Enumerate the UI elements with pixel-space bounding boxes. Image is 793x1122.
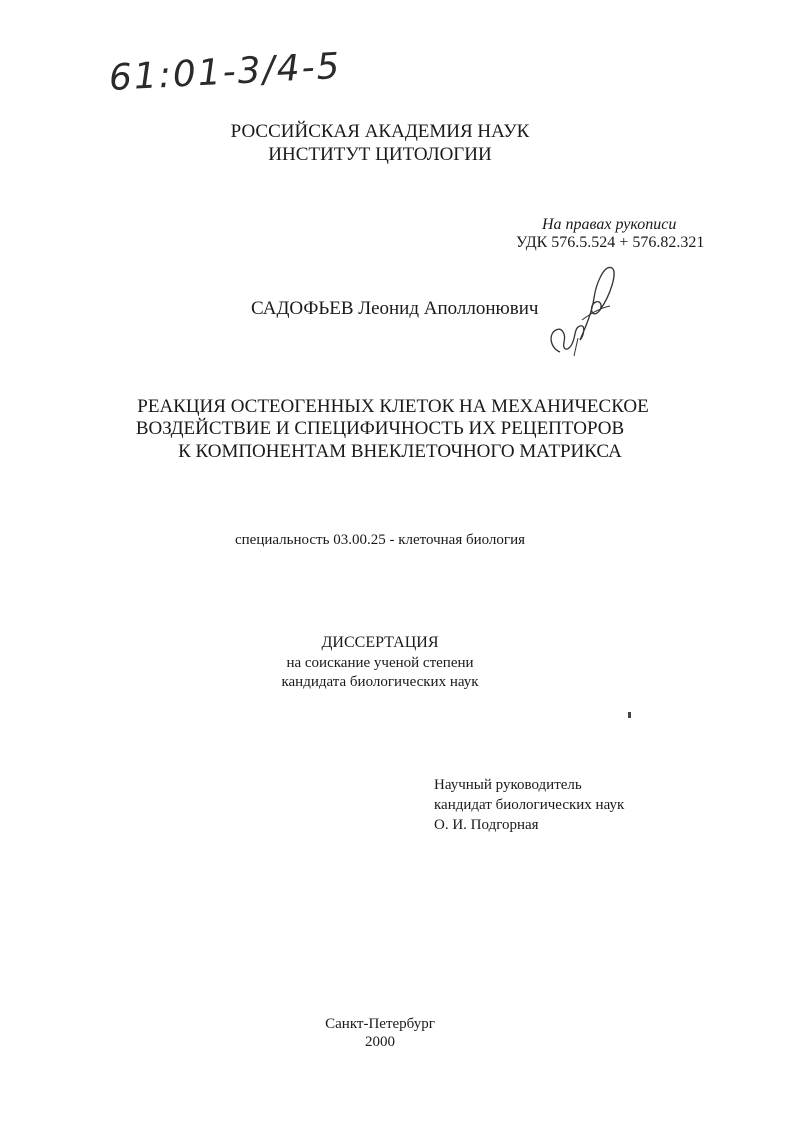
handwritten-signature: [520, 256, 630, 366]
author-name: САДОФЬЕВ Леонид Аполлонювич: [251, 298, 539, 319]
dissertation-title-line-1: РЕАКЦИЯ ОСТЕОГЕННЫХ КЛЕТОК НА МЕХАНИЧЕСКОЕ: [137, 396, 649, 417]
supervisor-role: Научный руководитель: [434, 777, 582, 793]
institution-line-1: РОССИЙСКАЯ АКАДЕМИЯ НАУК: [230, 121, 530, 142]
dissertation-title-line-3: К КОМПОНЕНТАМ ВНЕКЛЕТОЧНОГО МАТРИКСА: [178, 441, 622, 462]
degree-line-2: кандидата биологических наук: [281, 674, 479, 690]
archive-handwritten-mark: 61:01-3/4-5: [108, 45, 343, 99]
supervisor-name: О. И. Подгорная: [434, 817, 539, 833]
scan-speck: [628, 712, 631, 718]
year: 2000: [365, 1034, 395, 1050]
city: Санкт-Петербург: [325, 1016, 435, 1032]
institution-line-2: ИНСТИТУТ ЦИТОЛОГИИ: [268, 144, 492, 165]
dissertation-heading: ДИССЕРТАЦИЯ: [321, 634, 439, 651]
specialty-line: специальность 03.00.25 - клеточная биология: [234, 532, 526, 548]
degree-line-1: на соискание ученой степени: [286, 655, 474, 671]
dissertation-title-line-2: ВОЗДЕЙСТВИЕ И СПЕЦИФИЧНОСТЬ ИХ РЕЦЕПТОРОВ: [135, 418, 625, 439]
manuscript-rights-note: На правах рукописи: [542, 216, 677, 233]
supervisor-degree: кандидат биологических наук: [434, 797, 625, 813]
udk-code: УДК 576.5.524 + 576.82.321: [516, 234, 705, 251]
